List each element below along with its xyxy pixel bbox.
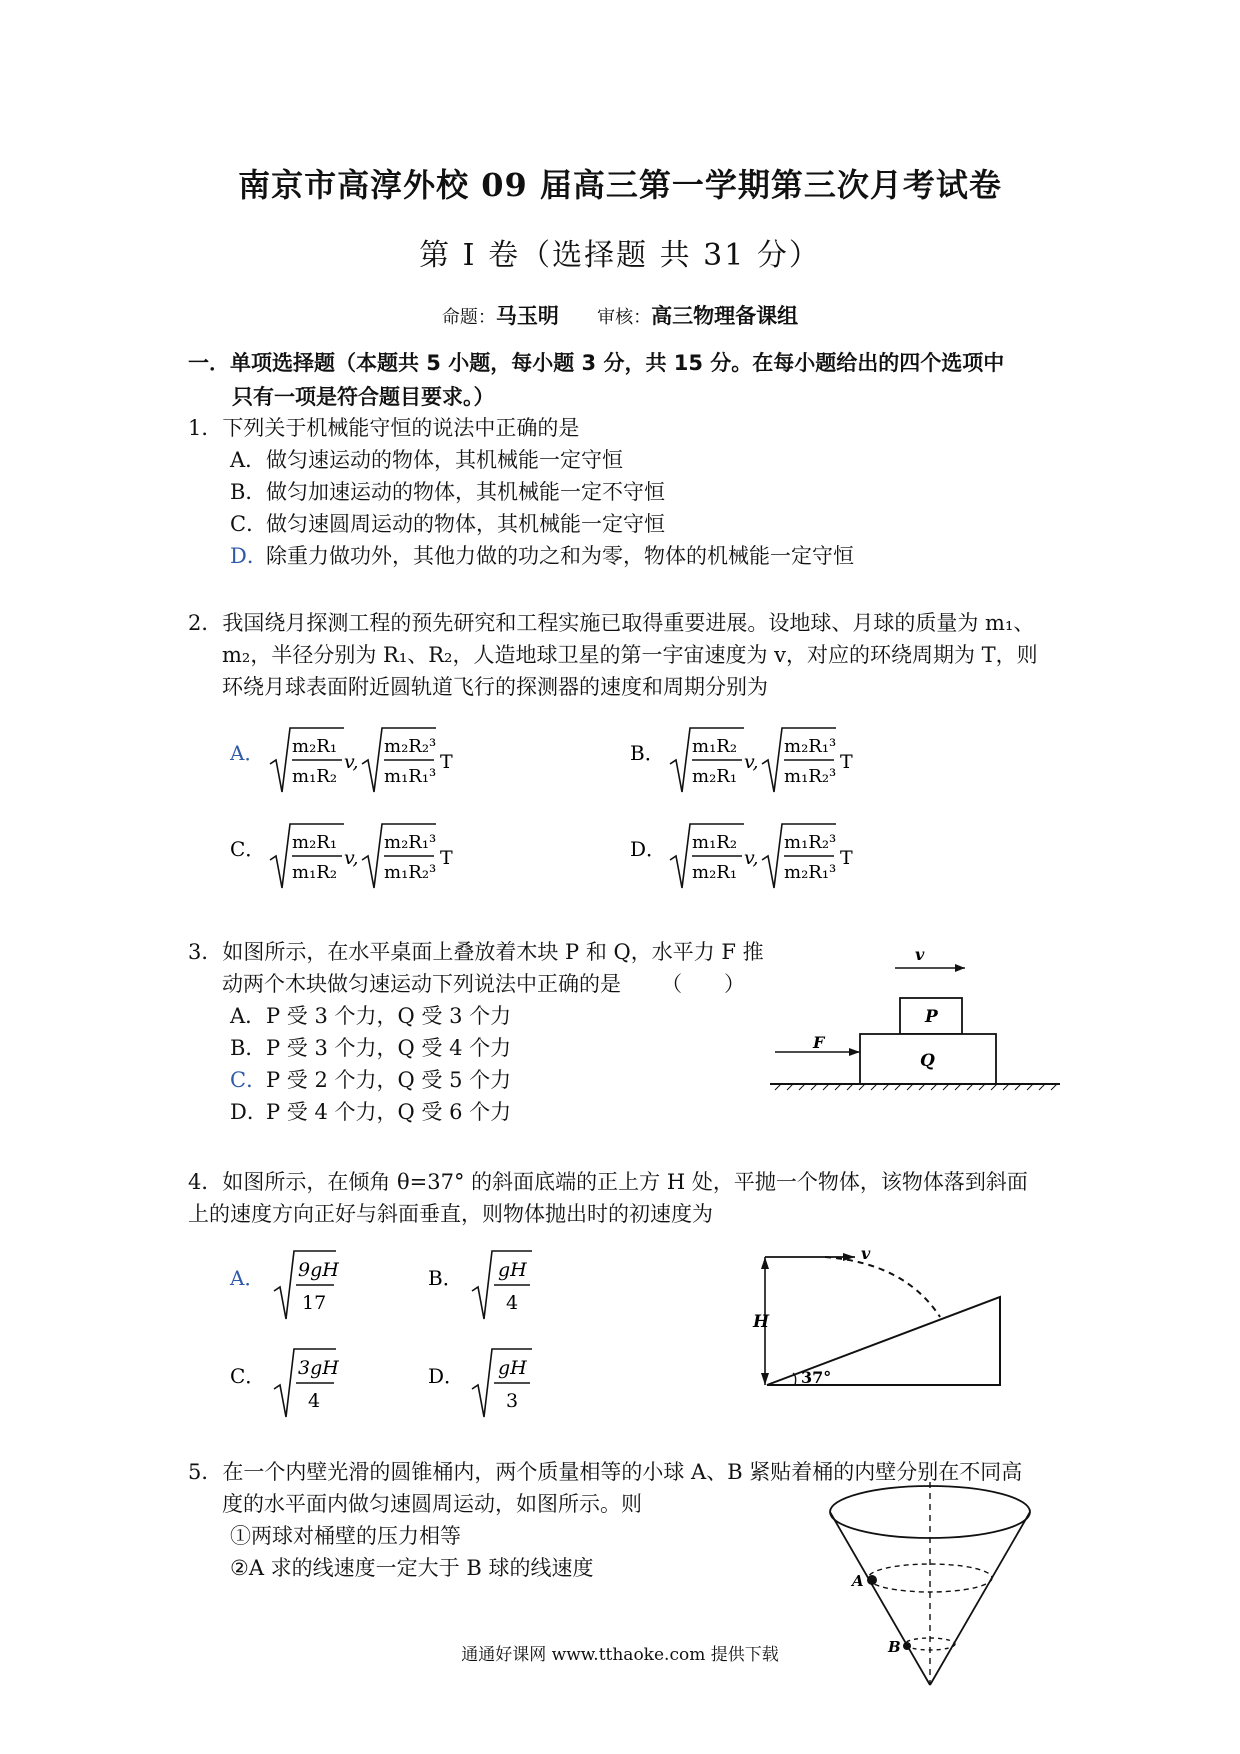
q4-formula-b — [428, 1245, 578, 1325]
q1-option-a: A．做匀速运动的物体，其机械能一定守恒 — [230, 448, 623, 472]
svg-text:m₁R₂: m₁R₂ — [692, 736, 738, 757]
svg-text:B: B — [888, 1638, 901, 1656]
q2-formula-c — [230, 816, 490, 896]
q3-option-d: D．P 受 4 个力，Q 受 6 个力 — [230, 1100, 512, 1124]
section-heading — [188, 346, 1068, 414]
question-1-stem: 1．下列关于机械能守恒的说法中正确的是 — [188, 416, 580, 440]
question-5-line2: 度的水平面内做匀速圆周运动，如图所示。则 — [222, 1492, 642, 1516]
section-heading-line2: 只有一项是符合题目要求。） — [232, 385, 495, 409]
svg-text:m₂R₁³: m₂R₁³ — [784, 736, 837, 757]
svg-text:T: T — [840, 751, 853, 773]
question-3-options — [230, 1000, 511, 1128]
svg-text:3gH: 3gH — [298, 1357, 339, 1379]
q2-formula-d — [630, 816, 890, 896]
svg-text:Q: Q — [920, 1051, 935, 1071]
q4-option-b — [428, 1245, 578, 1329]
svg-text:v: v — [915, 945, 925, 964]
svg-text:A．: A． — [230, 1266, 265, 1290]
q3-option-b: B．P 受 3 个力，Q 受 4 个力 — [230, 1036, 512, 1060]
svg-text:m₂R₁: m₂R₁ — [692, 862, 738, 883]
q4-formula-d — [428, 1343, 578, 1423]
q1-option-c: C．做匀速圆周运动的物体，其机械能一定守恒 — [230, 512, 665, 536]
q4-option-a — [230, 1245, 380, 1329]
q2-option-b — [630, 720, 890, 804]
svg-text:P: P — [925, 1007, 938, 1027]
question-3-line2: 动两个木块做匀速运动下列说法中正确的是 （ ） — [222, 972, 746, 996]
svg-text:m₁R₁³: m₁R₁³ — [384, 766, 437, 787]
question-5-statement-1: ①两球对桶壁的压力相等 — [230, 1524, 461, 1548]
exam-subtitle: 第 I 卷（选择题 共 31 分） — [419, 238, 821, 273]
svg-text:m₂R₁³: m₂R₁³ — [384, 832, 437, 853]
q3-block-figure — [765, 940, 1065, 1090]
q2-option-a — [230, 720, 490, 804]
height-arrow-top — [761, 1257, 769, 1269]
velocity-arrowhead — [955, 964, 965, 972]
svg-text:v: v — [861, 1244, 871, 1263]
height-arrow-bottom — [761, 1373, 769, 1385]
q4-option-d — [428, 1343, 578, 1427]
q2-formula-b — [630, 720, 890, 800]
orbit-a — [868, 1564, 992, 1592]
svg-text:4: 4 — [308, 1390, 321, 1412]
svg-text:A．: A． — [230, 741, 265, 765]
question-1-options — [230, 444, 854, 572]
answer-paren: （ ） — [661, 972, 746, 996]
q2-formula-a — [230, 720, 490, 800]
svg-text:D．: D． — [428, 1364, 465, 1388]
svg-text:m₁R₂: m₁R₂ — [292, 766, 338, 787]
svg-text:T: T — [440, 751, 453, 773]
svg-text:37°: 37° — [801, 1368, 832, 1387]
svg-text:C．: C． — [230, 1364, 266, 1388]
question-2-line1: 2．我国绕月探测工程的预先研究和工程实施已取得重要进展。设地球、月球的质量为 m₁、 — [188, 611, 1035, 635]
svg-text:v,: v, — [344, 751, 359, 773]
question-4-line1: 4．如图所示，在倾角 θ=37° 的斜面底端的正上方 H 处，平抛一个物体，该物体落到斜面 — [188, 1170, 1028, 1194]
svg-text:3: 3 — [506, 1390, 519, 1412]
q3-option-a: A．P 受 3 个力，Q 受 3 个力 — [230, 1004, 512, 1028]
q4-option-c — [230, 1343, 380, 1427]
q3-option-c: C．P 受 2 个力，Q 受 5 个力 — [230, 1068, 512, 1092]
exam-title: 南京市高淳外校 09 届高三第一学期第三次月考试卷 — [238, 166, 1002, 204]
svg-text:B．: B． — [428, 1266, 463, 1290]
svg-text:m₁R₂³: m₁R₂³ — [384, 862, 437, 883]
svg-text:m₂R₁: m₂R₁ — [292, 832, 338, 853]
svg-text:C．: C． — [230, 837, 266, 861]
svg-text:m₂R₁³: m₂R₁³ — [784, 862, 837, 883]
question-5-statement-2: ②A 求的线速度一定大于 B 球的线速度 — [230, 1556, 594, 1580]
author-label: 命题： — [441, 307, 496, 328]
svg-text:H: H — [753, 1312, 770, 1332]
q1-option-d: D．除重力做功外，其他力做的功之和为零，物体的机械能一定守恒 — [230, 544, 854, 568]
svg-text:m₁R₂³: m₁R₂³ — [784, 832, 837, 853]
q4-formula-a — [230, 1245, 380, 1325]
section-heading-line1: 一．单项选择题（本题共 5 小题，每小题 3 分，共 15 分。在每小题给出的四个选项中 — [188, 351, 1005, 375]
svg-text:T: T — [840, 847, 853, 869]
svg-text:m₂R₁: m₂R₁ — [292, 736, 338, 757]
q4-formula-c — [230, 1343, 380, 1423]
svg-text:v,: v, — [344, 847, 359, 869]
svg-text:4: 4 — [506, 1292, 519, 1314]
question-3-line1: 3．如图所示，在水平桌面上叠放着木块 P 和 Q，水平力 F 推 — [188, 940, 764, 964]
page-footer: 通通好课网 www.tthaoke.com 提供下载 — [461, 1645, 779, 1665]
svg-text:m₁R₂: m₁R₂ — [292, 862, 338, 883]
svg-text:F: F — [813, 1033, 825, 1052]
q2-option-c — [230, 816, 490, 900]
svg-text:m₂R₁: m₂R₁ — [692, 766, 738, 787]
svg-text:v,: v, — [744, 751, 759, 773]
trajectory-path — [825, 1257, 940, 1317]
svg-text:A: A — [852, 1572, 864, 1590]
question-2-line2: m₂，半径分别为 R₁、R₂，人造地球卫星的第一宇宙速度为 v，对应的环绕周期为 T，则 — [222, 643, 1038, 667]
reviewer-label: 审核： — [597, 307, 652, 328]
svg-text:D．: D． — [630, 837, 667, 861]
svg-text:m₁R₂³: m₁R₂³ — [784, 766, 837, 787]
svg-text:m₁R₂: m₁R₂ — [692, 832, 738, 853]
question-5-line1: 5．在一个内壁光滑的圆锥桶内，两个质量相等的小球 A、B 紧贴着桶的内壁分别在不同高 — [188, 1460, 1023, 1484]
q4-incline-figure — [755, 1245, 1015, 1395]
svg-text:gH: gH — [498, 1357, 527, 1379]
question-4-line2: 上的速度方向正好与斜面垂直，则物体抛出时的初速度为 — [188, 1202, 713, 1226]
svg-text:v,: v, — [744, 847, 759, 869]
author-name: 马玉明 — [495, 304, 559, 328]
svg-text:B．: B． — [630, 741, 665, 765]
svg-text:17: 17 — [302, 1292, 327, 1314]
force-arrowhead — [849, 1048, 860, 1056]
ball-a — [867, 1575, 877, 1585]
reviewer-name: 高三物理备课组 — [651, 304, 799, 328]
q2-option-d — [630, 816, 890, 900]
svg-text:9gH: 9gH — [298, 1259, 339, 1281]
question-2-line3: 环绕月球表面附近圆轨道飞行的探测器的速度和周期分别为 — [222, 675, 768, 699]
svg-text:m₂R₂³: m₂R₂³ — [384, 736, 437, 757]
svg-text:gH: gH — [498, 1259, 527, 1281]
q1-option-b: B．做匀加速运动的物体，其机械能一定不守恒 — [230, 480, 665, 504]
svg-text:T: T — [440, 847, 453, 869]
author-line — [0, 300, 1240, 330]
